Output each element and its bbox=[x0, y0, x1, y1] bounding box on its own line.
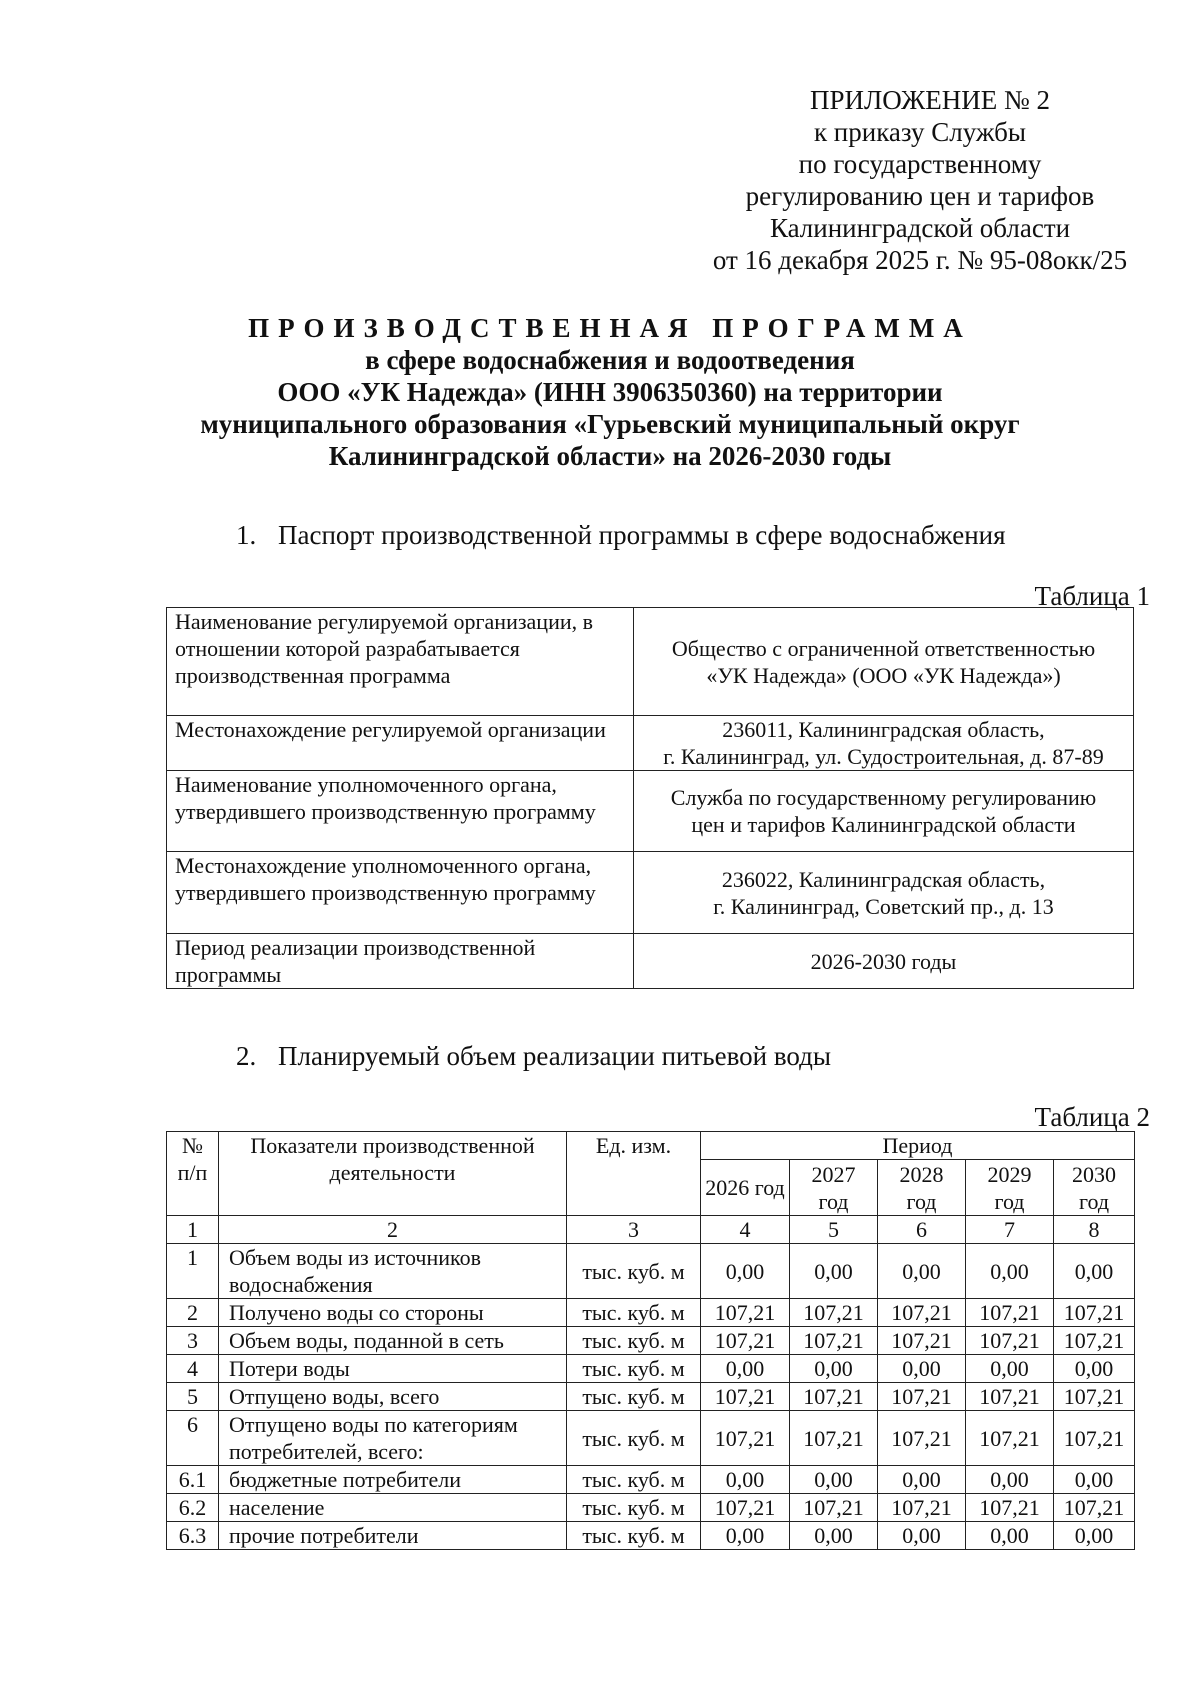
row-value: 0,00 bbox=[966, 1244, 1054, 1299]
row-value: 107,21 bbox=[1054, 1494, 1135, 1522]
appendix-line: ПРИЛОЖЕНИЕ № 2 bbox=[809, 85, 1051, 115]
section-2-heading bbox=[236, 1040, 831, 1072]
row-unit: тыс. куб. м bbox=[567, 1411, 701, 1466]
row-value: 0,00 bbox=[1054, 1522, 1135, 1550]
column-number: 2 bbox=[219, 1216, 567, 1244]
value-line: 236011, Калининградская область, bbox=[722, 717, 1045, 742]
table-row bbox=[167, 1494, 1135, 1522]
row-value: 0,00 bbox=[878, 1244, 966, 1299]
section-title: Планируемый объем реализации питьевой воды bbox=[278, 1041, 832, 1071]
column-number: 3 bbox=[567, 1216, 701, 1244]
column-number: 6 bbox=[878, 1216, 966, 1244]
row-value: 107,21 bbox=[701, 1494, 790, 1522]
row-value: 0,00 bbox=[790, 1522, 878, 1550]
column-numbers-row bbox=[167, 1216, 1135, 1244]
row-number: 5 bbox=[167, 1383, 219, 1411]
row-indicator: Объем воды из источников водоснабжения bbox=[219, 1244, 567, 1299]
header-indicator: Показатели производственной деятельности bbox=[219, 1132, 567, 1216]
row-value: 0,00 bbox=[878, 1466, 966, 1494]
row-number: 2 bbox=[167, 1299, 219, 1327]
row-value: 107,21 bbox=[701, 1327, 790, 1355]
row-value: 0,00 bbox=[701, 1355, 790, 1383]
row-label: Период реализации производственной программы bbox=[167, 934, 634, 989]
title-line: в сфере водоснабжения и водоотведения bbox=[365, 345, 855, 375]
table-body bbox=[167, 1244, 1135, 1550]
section-1-heading bbox=[236, 519, 1006, 551]
header-year: 2029 год bbox=[966, 1160, 1054, 1216]
value-line: г. Калининград, Советский пр., д. 13 bbox=[713, 893, 1054, 919]
row-unit: тыс. куб. м bbox=[567, 1494, 701, 1522]
row-value bbox=[634, 608, 1134, 716]
row-value: 107,21 bbox=[1054, 1411, 1135, 1466]
row-indicator: Получено воды со стороны bbox=[219, 1299, 567, 1327]
row-value: 107,21 bbox=[878, 1411, 966, 1466]
header-year: 2026 год bbox=[701, 1160, 790, 1216]
row-value: 0,00 bbox=[966, 1522, 1054, 1550]
row-value: 107,21 bbox=[790, 1494, 878, 1522]
value-line: Общество с ограниченной ответственностью bbox=[671, 635, 1096, 661]
value-line: 236022, Калининградская область, bbox=[721, 866, 1046, 892]
header-year: 2030 год bbox=[1054, 1160, 1135, 1216]
column-number: 7 bbox=[966, 1216, 1054, 1244]
header-unit: Ед. изм. bbox=[567, 1132, 701, 1216]
row-value: 107,21 bbox=[1054, 1299, 1135, 1327]
row-unit: тыс. куб. м bbox=[567, 1327, 701, 1355]
title-line: Калининградской области» на 2026-2030 годы bbox=[328, 441, 892, 471]
row-indicator: прочие потребители bbox=[219, 1522, 567, 1550]
section-title: Паспорт производственной программы в сфере водоснабжения bbox=[278, 520, 1006, 550]
appendix-line: по государственному bbox=[798, 149, 1042, 179]
row-value: 0,00 bbox=[1054, 1355, 1135, 1383]
title-line: муниципального образования «Гурьевский муниципальный округ bbox=[200, 409, 1020, 439]
row-label: Местонахождение регулируемой организации bbox=[167, 716, 634, 771]
row-number: 6.2 bbox=[167, 1494, 219, 1522]
row-indicator: Отпущено воды, всего bbox=[219, 1383, 567, 1411]
column-number: 1 bbox=[167, 1216, 219, 1244]
row-value: 107,21 bbox=[790, 1411, 878, 1466]
appendix-block bbox=[690, 84, 1150, 276]
table-row bbox=[167, 934, 1134, 989]
header-year: 2027 год bbox=[790, 1160, 878, 1216]
row-indicator: Потери воды bbox=[219, 1355, 567, 1383]
row-unit: тыс. куб. м bbox=[567, 1355, 701, 1383]
row-value: 0,00 bbox=[790, 1466, 878, 1494]
row-value: 107,21 bbox=[790, 1327, 878, 1355]
table-row bbox=[167, 1355, 1135, 1383]
table-2-caption: Таблица 2 bbox=[1034, 1102, 1150, 1132]
title-line: ООО «УК Надежда» (ИНН 3906350360) на территории bbox=[277, 377, 943, 407]
value-line: «УК Надежда» (ООО «УК Надежда») bbox=[706, 662, 1061, 688]
row-value: 107,21 bbox=[966, 1383, 1054, 1411]
value-line: Служба по государственному регулированию bbox=[670, 785, 1097, 810]
row-number: 6.3 bbox=[167, 1522, 219, 1550]
row-value: 0,00 bbox=[1054, 1244, 1135, 1299]
row-value: 107,21 bbox=[790, 1299, 878, 1327]
table-row bbox=[167, 1522, 1135, 1550]
table-row bbox=[167, 1299, 1135, 1327]
value-line: цен и тарифов Калининградской области bbox=[691, 812, 1076, 837]
row-value bbox=[634, 716, 1134, 771]
row-number: 4 bbox=[167, 1355, 219, 1383]
table-row bbox=[167, 1411, 1135, 1466]
row-indicator: бюджетные потребители bbox=[219, 1466, 567, 1494]
row-indicator: Отпущено воды по категориям потребителей, всего: bbox=[219, 1411, 567, 1466]
appendix-line: к приказу Службы bbox=[813, 117, 1027, 147]
table-row bbox=[167, 1466, 1135, 1494]
row-value: 0,00 bbox=[701, 1522, 790, 1550]
row-value: 0,00 bbox=[701, 1244, 790, 1299]
row-value: 107,21 bbox=[701, 1411, 790, 1466]
row-indicator: Объем воды, поданной в сеть bbox=[219, 1327, 567, 1355]
row-number: 3 bbox=[167, 1327, 219, 1355]
table-row bbox=[167, 771, 1134, 852]
row-value: 107,21 bbox=[878, 1299, 966, 1327]
section-number: 1. bbox=[236, 520, 257, 550]
row-value bbox=[634, 852, 1134, 934]
row-value: 107,21 bbox=[966, 1299, 1054, 1327]
row-value: 107,21 bbox=[790, 1383, 878, 1411]
row-unit: тыс. куб. м bbox=[567, 1383, 701, 1411]
row-value: 0,00 bbox=[966, 1466, 1054, 1494]
appendix-line: от 16 декабря 2025 г. № 95-08окк/25 bbox=[712, 245, 1128, 275]
row-value: 107,21 bbox=[1054, 1383, 1135, 1411]
table-row bbox=[167, 852, 1134, 934]
row-value: 107,21 bbox=[878, 1494, 966, 1522]
row-number: 1 bbox=[167, 1244, 219, 1299]
row-value: 107,21 bbox=[701, 1299, 790, 1327]
section-number: 2. bbox=[236, 1041, 257, 1071]
header-period: Период bbox=[701, 1132, 1135, 1160]
header-row bbox=[167, 1132, 1135, 1160]
passport-table bbox=[166, 607, 1134, 989]
row-value: 107,21 bbox=[966, 1327, 1054, 1355]
water-volume-table bbox=[166, 1131, 1135, 1550]
row-indicator: население bbox=[219, 1494, 567, 1522]
row-label: Местонахождение уполномоченного органа, утвердившего производственную программу bbox=[167, 852, 634, 934]
row-label: Наименование регулируемой организации, в отношении которой разрабатывается производственная программа bbox=[167, 608, 634, 716]
value-line: г. Калининград, ул. Судостроительная, д. 87-89 bbox=[663, 744, 1104, 769]
value-line: 2026-2030 годы bbox=[810, 948, 957, 974]
row-value: 107,21 bbox=[878, 1383, 966, 1411]
row-value: 107,21 bbox=[966, 1494, 1054, 1522]
row-label: Наименование уполномоченного органа, утвердившего производственную программу bbox=[167, 771, 634, 852]
document-title bbox=[140, 312, 1080, 472]
row-value: 0,00 bbox=[1054, 1466, 1135, 1494]
table-row bbox=[167, 1383, 1135, 1411]
table-row bbox=[167, 608, 1134, 716]
row-value: 0,00 bbox=[966, 1355, 1054, 1383]
row-value: 0,00 bbox=[790, 1355, 878, 1383]
row-value: 107,21 bbox=[878, 1327, 966, 1355]
row-unit: тыс. куб. м bbox=[567, 1466, 701, 1494]
title-line-program: ПРОИЗВОДСТВЕННАЯ ПРОГРАММА bbox=[248, 313, 972, 343]
appendix-line: Калининградской области bbox=[769, 213, 1071, 243]
row-value: 107,21 bbox=[966, 1411, 1054, 1466]
table-row bbox=[167, 1244, 1135, 1299]
row-unit: тыс. куб. м bbox=[567, 1299, 701, 1327]
table-row bbox=[167, 716, 1134, 771]
row-value: 107,21 bbox=[701, 1383, 790, 1411]
column-number: 4 bbox=[701, 1216, 790, 1244]
appendix-line: регулированию цен и тарифов bbox=[745, 181, 1095, 211]
row-number: 6.1 bbox=[167, 1466, 219, 1494]
header-num: № п/п bbox=[167, 1132, 219, 1216]
row-value: 0,00 bbox=[790, 1244, 878, 1299]
header-year: 2028 год bbox=[878, 1160, 966, 1216]
row-value: 0,00 bbox=[878, 1522, 966, 1550]
row-value: 0,00 bbox=[878, 1355, 966, 1383]
row-value: 107,21 bbox=[1054, 1327, 1135, 1355]
column-number: 5 bbox=[790, 1216, 878, 1244]
row-value bbox=[634, 934, 1134, 989]
row-value bbox=[634, 771, 1134, 852]
table-row bbox=[167, 1327, 1135, 1355]
column-number: 8 bbox=[1054, 1216, 1135, 1244]
table-1-caption: Таблица 1 bbox=[1034, 581, 1150, 611]
row-unit: тыс. куб. м bbox=[567, 1244, 701, 1299]
row-value: 0,00 bbox=[701, 1466, 790, 1494]
row-number: 6 bbox=[167, 1411, 219, 1466]
row-unit: тыс. куб. м bbox=[567, 1522, 701, 1550]
